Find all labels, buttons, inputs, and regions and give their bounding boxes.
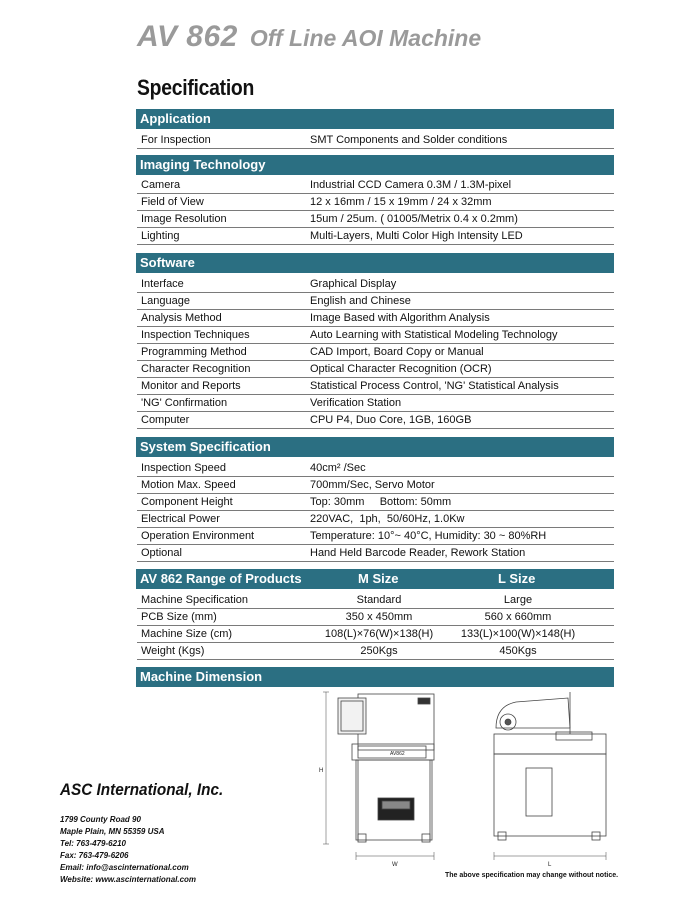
column-header-l: L Size	[498, 571, 536, 586]
machine-subtitle: Off Line AOI Machine	[249, 25, 482, 51]
change-notice: The above specification may change without notice.	[445, 872, 619, 879]
range-title: AV 862 Range of Products	[140, 571, 302, 586]
spec-row	[137, 177, 614, 194]
l-size-value: 450Kgs	[499, 645, 537, 657]
spec-label: 'NG' Confirmation	[141, 397, 228, 409]
l-size-value: Large	[503, 594, 533, 606]
spec-value: SMT Components and Solder conditions	[310, 134, 508, 146]
spec-value: 12 x 16mm / 15 x 19mm / 24 x 32mm	[310, 196, 492, 208]
section-bar-software: Software	[136, 253, 614, 273]
range-label: PCB Size (mm)	[141, 611, 217, 623]
spec-row	[137, 412, 614, 429]
fax: Fax: 763-479-6206	[60, 851, 129, 860]
section-bar-application: Application	[136, 109, 614, 129]
spec-value: CPU P4, Duo Core, 1GB, 160GB	[310, 414, 472, 426]
website: Website: www.ascinternational.com	[60, 875, 197, 884]
spec-label: Language	[141, 295, 190, 307]
spec-row	[137, 494, 614, 511]
spec-value: 700mm/Sec, Servo Motor	[310, 479, 435, 491]
spec-label: For Inspection	[141, 134, 211, 146]
address-line-2: Maple Plain, MN 55359 USA	[60, 827, 165, 836]
spec-row	[137, 194, 614, 211]
spec-label: Computer	[141, 414, 190, 426]
front-panel-label: AV862	[390, 751, 405, 757]
spec-row	[137, 211, 614, 228]
spec-row	[137, 528, 614, 545]
company-name: ASC International, Inc.	[60, 780, 224, 799]
email: Email: info@ascinternational.com	[60, 863, 189, 872]
spec-value: Temperature: 10°~ 40°C, Humidity: 30 ~ 80%RH	[310, 530, 547, 542]
section-bar-range	[136, 569, 614, 589]
spec-row	[137, 545, 614, 562]
spec-label: Lighting	[141, 230, 180, 242]
company-info	[60, 780, 241, 886]
spec-label: Character Recognition	[141, 363, 251, 375]
spec-value: Multi-Layers, Multi Color High Intensity LED	[310, 230, 523, 242]
spec-label: Electrical Power	[141, 513, 220, 525]
machine-front-view-drawing	[318, 688, 446, 870]
machine-side-view-drawing	[486, 688, 616, 870]
spec-row	[137, 228, 614, 245]
spec-label: Camera	[141, 179, 181, 191]
range-row	[137, 592, 614, 609]
spec-row	[137, 293, 614, 310]
spec-label: Image Resolution	[141, 213, 227, 225]
spec-value: Auto Learning with Statistical Modeling Technology	[310, 329, 558, 341]
specification-heading: Specification	[137, 75, 255, 100]
range-row	[137, 626, 614, 643]
spec-label: Inspection Speed	[141, 462, 227, 474]
spec-label: Optional	[141, 547, 182, 559]
spec-value: Verification Station	[310, 397, 402, 409]
l-size-value: 133(L)×100(W)×148(H)	[460, 628, 576, 640]
m-size-value: 108(L)×76(W)×138(H)	[324, 628, 434, 640]
spec-row	[137, 395, 614, 412]
spec-value: English and Chinese	[310, 295, 411, 307]
spec-value: Graphical Display	[310, 278, 397, 290]
spec-value: Hand Held Barcode Reader, Rework Station	[310, 547, 526, 559]
range-row	[137, 643, 614, 660]
spec-row	[137, 477, 614, 494]
spec-label: Monitor and Reports	[141, 380, 241, 392]
spec-row	[137, 361, 614, 378]
document-title	[137, 20, 481, 54]
spec-value: 15um / 25um. ( 01005/Metrix 0.4 x 0.2mm)	[310, 213, 518, 225]
spec-label: Interface	[141, 278, 184, 290]
l-size-value: 560 x 660mm	[484, 611, 552, 623]
spec-label: Field of View	[141, 196, 204, 208]
telephone: Tel: 763-479-6210	[60, 839, 126, 848]
spec-label: Component Height	[141, 496, 233, 508]
spec-row	[137, 132, 614, 149]
address-line-1: 1799 County Road 90	[60, 815, 141, 824]
section-bar-dimension: Machine Dimension	[136, 667, 614, 687]
column-header-m: M Size	[358, 571, 399, 586]
dimension-h-label: H	[319, 768, 324, 774]
range-label: Weight (Kgs)	[141, 645, 205, 657]
spec-value: 220VAC, 1ph, 50/60Hz, 1.0Kw	[310, 513, 465, 525]
spec-label: Operation Environment	[141, 530, 255, 542]
spec-value: Top: 30mm Bottom: 50mm	[310, 496, 452, 508]
m-size-value: Standard	[356, 594, 402, 606]
spec-label: Programming Method	[141, 346, 247, 358]
dimension-l-label: L	[548, 862, 552, 868]
range-label: Machine Size (cm)	[141, 628, 233, 640]
spec-label: Motion Max. Speed	[141, 479, 236, 491]
spec-value: Statistical Process Control, 'NG' Statistical Analysis	[310, 380, 559, 392]
spec-label: Inspection Techniques	[141, 329, 250, 341]
range-label: Machine Specification	[141, 594, 249, 606]
m-size-value: 250Kgs	[360, 645, 398, 657]
dimension-w-label: W	[392, 862, 398, 868]
range-row	[137, 609, 614, 626]
spec-value: Image Based with Algorithm Analysis	[310, 312, 490, 324]
spec-row	[137, 511, 614, 528]
spec-row	[137, 327, 614, 344]
section-bar-imaging: Imaging Technology	[136, 155, 614, 175]
spec-value: Optical Character Recognition (OCR)	[310, 363, 492, 375]
spec-row	[137, 460, 614, 477]
section-bar-system: System Specification	[136, 437, 614, 457]
spec-value: Industrial CCD Camera 0.3M / 1.3M-pixel	[310, 179, 512, 191]
spec-value: 40cm² /Sec	[310, 462, 366, 474]
spec-value: CAD Import, Board Copy or Manual	[310, 346, 484, 358]
model-name: AV 862	[137, 20, 238, 53]
spec-row	[137, 310, 614, 327]
spec-row	[137, 378, 614, 395]
spec-row	[137, 344, 614, 361]
m-size-value: 350 x 450mm	[345, 611, 413, 623]
spec-label: Analysis Method	[141, 312, 222, 324]
spec-row	[137, 276, 614, 293]
